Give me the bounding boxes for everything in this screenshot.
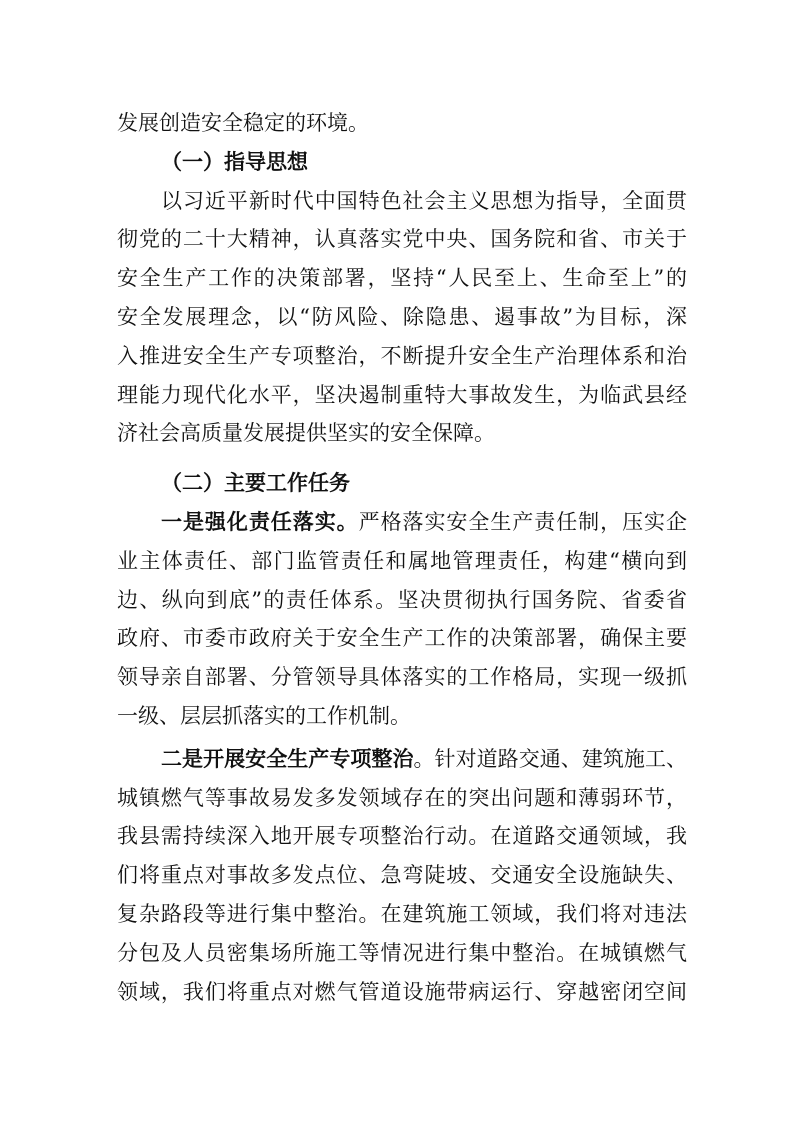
- paragraph-line: 业主体责任、部门监管责任和属地管理责任，构建“横向到: [117, 548, 687, 573]
- paragraph-line: 安全发展理念，以“防风险、除隐患、遏事故”为目标，深: [117, 304, 687, 329]
- paragraph-line: [117, 740, 687, 779]
- paragraph-line: 以习近平新时代中国特色社会主义思想为指导，全面贯: [161, 188, 687, 213]
- paragraph-line: 城镇燃气等事故易发多发领域存在的突出问题和薄弱环节，: [117, 785, 687, 810]
- paragraph-line: 彻党的二十大精神，认真落实党中央、国务院和省、市关于: [117, 227, 687, 252]
- paragraph-line: 分包及人员密集场所施工等情况进行集中整治。在城镇燃气: [117, 940, 687, 965]
- paragraph-line: 边、纵向到底”的责任体系。坚决贯彻执行国务院、省委省: [117, 587, 687, 612]
- paragraph-line: 济社会高质量发展提供坚实的安全保障。: [117, 421, 495, 446]
- paragraph-line: 们将重点对事故多发点位、急弯陡坡、交通安全设施缺失、: [117, 863, 687, 888]
- paragraph-line: 入推进安全生产专项整治，不断提升安全生产治理体系和治: [117, 343, 687, 368]
- section-heading-main-tasks: （二）主要工作任务: [161, 470, 350, 496]
- paragraph-line: 领域，我们将重点对燃气管道设施带病运行、穿越密闭空间: [117, 979, 687, 1004]
- paragraph-line: 一级、层层抓落实的工作机制。: [117, 703, 411, 728]
- paragraph-guiding-ideology: [117, 182, 687, 454]
- paragraph-line: 复杂路段等进行集中整治。在建筑施工领域，我们将对违法: [117, 901, 687, 926]
- paragraph-line: 安全生产工作的决策部署，坚持“人民至上、生命至上”的: [117, 266, 687, 291]
- task-lead: 一是强化责任落实。: [161, 508, 359, 534]
- task-lead: 二是开展安全生产专项整治: [161, 745, 414, 771]
- document-body: [117, 104, 687, 1011]
- paragraph-line: [117, 503, 687, 542]
- paragraph-task-2: [117, 740, 687, 1012]
- paragraph-line: 我县需持续深入地开展专项整治行动。在道路交通领域，我: [117, 824, 687, 849]
- paragraph-text: 。针对道路交通、建筑施工、: [413, 746, 687, 771]
- section-heading-guiding-ideology: （一）指导思想: [161, 148, 308, 174]
- continuation-line: 发展创造安全稳定的环境。: [117, 111, 369, 135]
- paragraph-task-1: [117, 503, 687, 736]
- paragraph-text: 严格落实安全生产责任制，压实企: [358, 509, 687, 534]
- paragraph-line: 政府、市委市政府关于安全生产工作的决策部署，确保主要: [117, 626, 687, 651]
- paragraph-line: 理能力现代化水平，坚决遏制重特大事故发生，为临武县经: [117, 382, 687, 407]
- paragraph-line: 领导亲自部署、分管领导具体落实的工作格局，实现一级抓: [117, 665, 687, 690]
